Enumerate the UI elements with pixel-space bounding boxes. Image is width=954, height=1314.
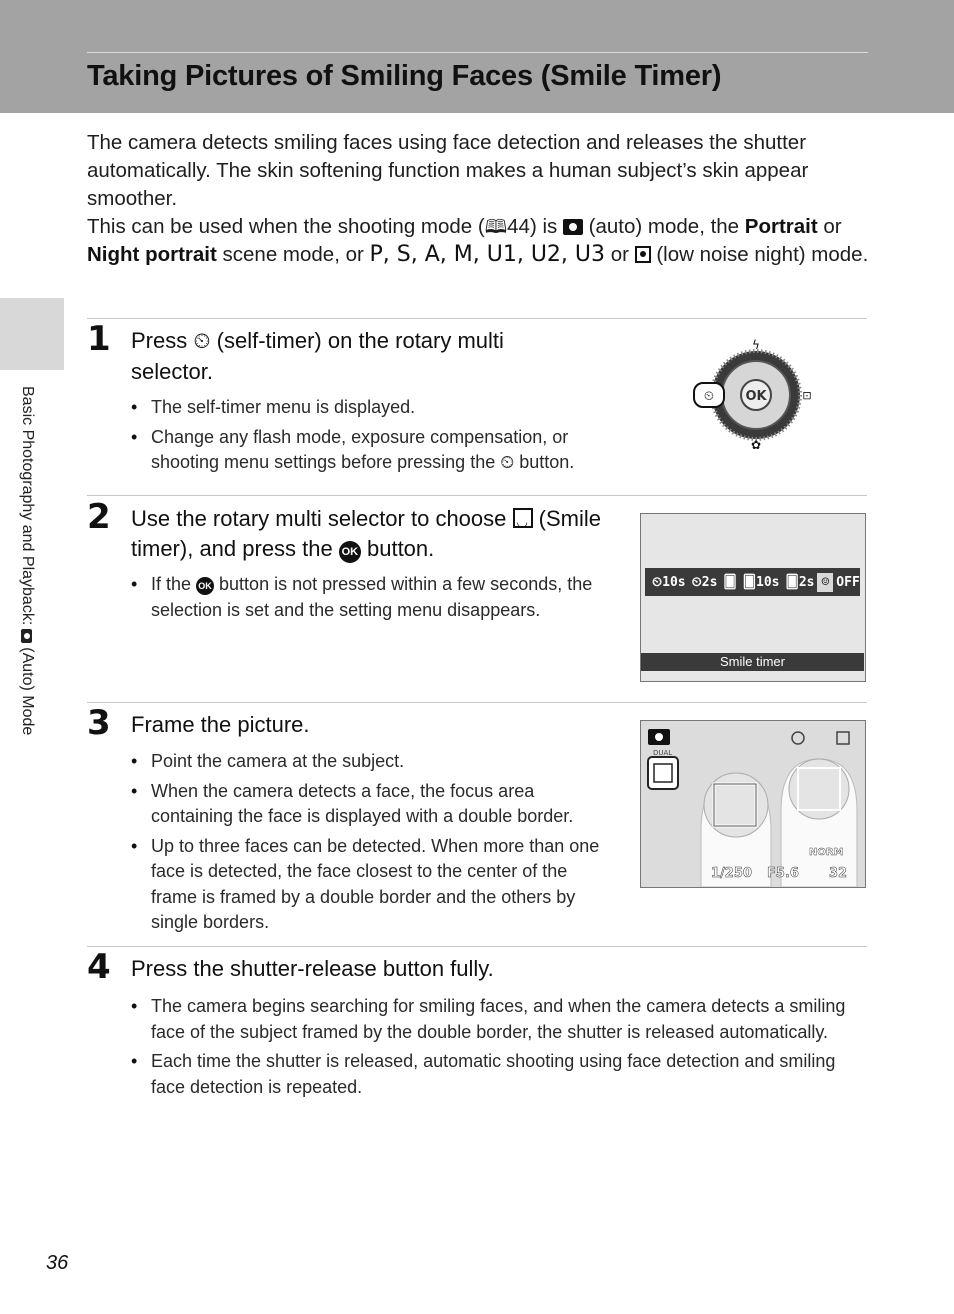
side-tab-label-b: (Auto) Mode <box>19 647 36 736</box>
framing-screen-graphic <box>641 721 865 887</box>
menu-item: OFF <box>836 574 860 590</box>
side-tab-label-a: Basic Photography and Playback: <box>19 386 36 626</box>
flash-icon: ϟ <box>752 338 760 352</box>
step-heading: Frame the picture. <box>131 712 310 737</box>
macro-icon: ✿ <box>750 438 762 452</box>
list-item: • If the OK button is not pressed within a few seconds, the selection is set and the setting menu disappears. <box>131 572 611 623</box>
side-tab <box>0 298 64 370</box>
low-noise-night-icon <box>635 246 651 263</box>
book-reference-icon: 🕮 <box>484 216 508 238</box>
step-4-bullets <box>131 994 871 1104</box>
side-tab-label <box>18 386 36 735</box>
self-timer-icon: ⏲ <box>703 389 715 404</box>
self-timer-icon: ⏲ <box>500 452 515 473</box>
aperture-value: F5.6 <box>767 866 799 881</box>
exposure-compensation-icon: ⊡ <box>802 389 812 402</box>
page-number: 36 <box>46 1252 69 1274</box>
ok-label: OK <box>745 389 767 404</box>
list-item: • Up to three faces can be detected. When more than one face is detected, the face closest to the center of the frame is framed by a double border and the others by single borders. <box>131 834 611 936</box>
intro-paragraph-2: This can be used when the shooting mode (🕮44) is (auto) mode, the Portrait or Night portrait scene mode, or P, S, A, M, U1, U2, U3 or (low noise night) mode. <box>87 215 869 267</box>
smile-timer-mode-icon <box>648 757 678 789</box>
step-divider <box>87 318 867 319</box>
list-item: • Point the camera at the subject. <box>131 749 611 775</box>
step-3-bullets <box>131 749 611 940</box>
shooting-modes-list: P, S, A, M, U1, U2, U3 <box>369 242 606 267</box>
step-heading: Use the rotary multi selector to choose ◡ (Smile timer), and press the OK button. <box>131 504 611 564</box>
list-item: • Change any flash mode, exposure compensation, or shooting menu settings before pressing the ⏲ button. <box>131 425 621 476</box>
image-quality-label: NORM <box>809 847 844 858</box>
dual-label: DUAL <box>653 749 673 757</box>
smile-timer-icon <box>513 508 533 528</box>
step-number: 3 <box>87 703 111 743</box>
intro-paragraph-1: The camera detects smiling faces using face detection and releases the shutter automatically. The skin softening function makes a human subject’s skin appear smoother. <box>87 131 809 210</box>
vr-icon <box>792 732 804 744</box>
ok-button-icon: OK <box>196 577 214 595</box>
motion-detection-icon <box>837 732 849 744</box>
list-item: • The self-timer menu is displayed. <box>131 395 621 421</box>
step-heading: Press ⏲ (self-timer) on the rotary multi selector. <box>131 328 504 384</box>
intro-text <box>87 129 877 269</box>
rotary-multi-selector-diagram <box>690 335 820 455</box>
menu-item: 🂠2s <box>785 574 815 590</box>
exposures-remaining: 32 <box>829 866 848 881</box>
step-divider <box>87 495 867 496</box>
page-title: Taking Pictures of Smiling Faces (Smile Timer) <box>87 60 722 92</box>
auto-mode-camera-icon <box>563 219 583 235</box>
menu-item: ⏲10s <box>652 574 686 590</box>
camera-icon <box>22 629 33 643</box>
self-timer-icon: ⏲ <box>193 329 211 354</box>
menu-item-selected: ☺ <box>817 573 833 592</box>
step-heading: Press the shutter-release button fully. <box>131 956 494 981</box>
list-item: • Each time the shutter is released, automatic shooting using face detection and smiling face detection is repeated. <box>131 1049 871 1100</box>
menu-item: ⏲2s <box>691 574 718 590</box>
step-divider <box>87 702 867 703</box>
self-timer-menu-screen <box>640 513 866 682</box>
header-band <box>0 0 954 113</box>
step-number: 4 <box>87 947 111 987</box>
step-2-bullets <box>131 572 611 627</box>
step-divider <box>87 946 867 947</box>
ok-button-icon: OK <box>339 541 361 563</box>
shutter-speed-value: 1/250 <box>711 866 752 881</box>
step-1-bullets <box>131 395 621 480</box>
menu-item: 🂠10s <box>742 574 780 590</box>
step-number: 2 <box>87 497 111 537</box>
header-rule <box>87 52 868 53</box>
step-number: 1 <box>87 319 111 359</box>
framing-screen <box>640 720 866 888</box>
self-timer-menu-strip <box>645 568 860 596</box>
smile-timer-caption: Smile timer <box>641 653 864 671</box>
list-item: • The camera begins searching for smiling faces, and when the camera detects a smiling face of the subject framed by the double border, the shutter is released automatically. <box>131 994 871 1045</box>
list-item: • When the camera detects a face, the focus area containing the face is displayed with a double border. <box>131 779 611 830</box>
menu-item: 🂠 <box>723 574 737 590</box>
